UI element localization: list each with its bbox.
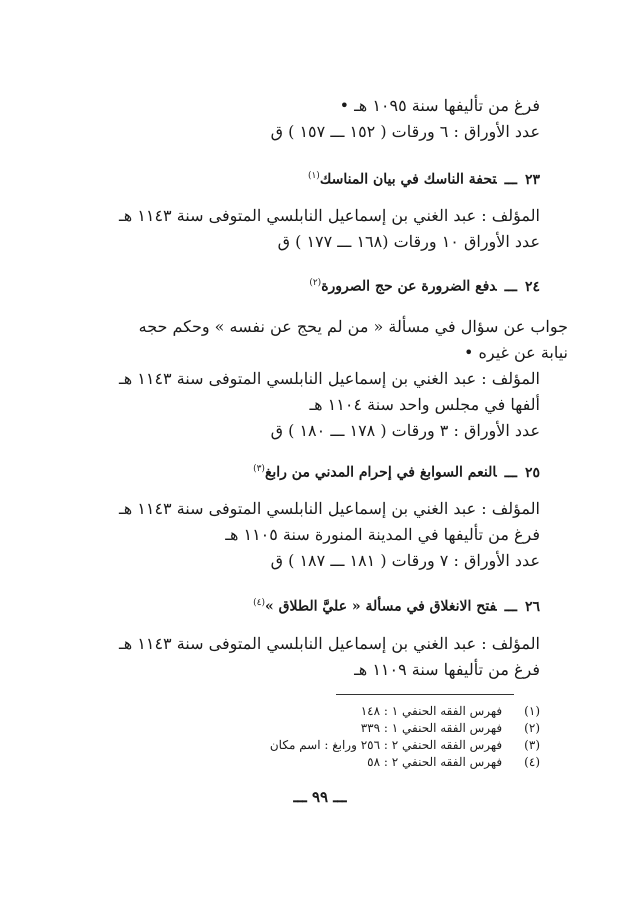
entry-line: عدد الأوراق : ٦ ورقات ( ١٥٢ ـــ ١٥٧ ) ق bbox=[270, 122, 540, 141]
entry-line: فرغ من تأليفها سنة ١٠٩٥ هـ • bbox=[339, 96, 540, 115]
entry-number: ٢٥ bbox=[524, 464, 540, 481]
footnote-ref: (٤) bbox=[253, 598, 266, 608]
entry-line: المؤلف : عبد الغني بن إسماعيل النابلسي المتوفى سنة ١١٤٣ هـ bbox=[119, 369, 540, 388]
entry-number: ٢٣ bbox=[524, 171, 540, 188]
entry-line: ألفها في مجلس واحد سنة ١١٠٤ هـ bbox=[309, 395, 540, 414]
entry-line: جواب عن سؤال في مسألة « من لم يحج عن نفسه » وحكم حجه bbox=[138, 317, 568, 336]
footnote-text: فهرس الفقه الحنفي ٢ : ٥٨ bbox=[367, 755, 503, 769]
footnote-mark: (٤) bbox=[524, 755, 540, 769]
entry-dash: ـــ bbox=[504, 171, 517, 188]
entry-line: المؤلف : عبد الغني بن إسماعيل النابلسي المتوفى سنة ١١٤٣ هـ bbox=[119, 499, 540, 518]
entry-title: تحفة الناسك في بيان المناسك bbox=[319, 171, 497, 188]
page-number: ـــ ٩٩ ـــ bbox=[293, 788, 347, 806]
entry-line: المؤلف : عبد الغني بن إسماعيل النابلسي المتوفى سنة ١١٤٣ هـ bbox=[119, 634, 540, 653]
footnote-divider bbox=[336, 694, 514, 695]
entry-dash: ـــ bbox=[504, 278, 517, 295]
entry-number: ٢٦ bbox=[524, 598, 540, 615]
entry-number: ٢٤ bbox=[524, 278, 540, 295]
footnote-ref: (١) bbox=[307, 171, 320, 181]
footnote-ref: (٣) bbox=[253, 464, 265, 474]
footnote bbox=[367, 754, 540, 770]
entry-title: دفع الضرورة عن حج الصرورة bbox=[321, 278, 497, 295]
entry-heading bbox=[253, 459, 540, 483]
footnote-text: فهرس الفقه الحنفي ٢ : ٢٥٦ ورابغ : اسم مكان bbox=[269, 738, 503, 752]
entry-line: عدد الأوراق : ٣ ورقات ( ١٧٨ ـــ ١٨٠ ) ق bbox=[270, 421, 540, 440]
entry-line: عدد الأوراق ١٠ ورقات (١٦٨ ـــ ١٧٧ ) ق bbox=[277, 232, 540, 251]
entry-heading bbox=[308, 166, 540, 190]
footnote-text: فهرس الفقه الحنفي ١ : ١٤٨ bbox=[360, 704, 503, 718]
entry-line: المؤلف : عبد الغني بن إسماعيل النابلسي المتوفى سنة ١١٤٣ هـ bbox=[119, 206, 540, 225]
footnote-mark: (٢) bbox=[524, 721, 540, 735]
footnote bbox=[270, 737, 540, 753]
entry-heading bbox=[253, 593, 540, 617]
entry-line: فرغ من تأليفها في المدينة المنورة سنة ١١٠٥ هـ bbox=[225, 525, 540, 544]
entry-title: فتح الانغلاق في مسألة « عليَّ الطلاق » bbox=[265, 598, 497, 615]
entry-dash: ـــ bbox=[504, 598, 517, 615]
footnote-mark: (١) bbox=[524, 704, 540, 718]
entry-line: فرغ من تأليفها سنة ١١٠٩ هـ bbox=[354, 660, 540, 679]
footnote bbox=[361, 703, 540, 719]
footnote-mark: (٣) bbox=[524, 738, 540, 752]
footnote-text: فهرس الفقه الحنفي ١ : ٣٣٩ bbox=[360, 721, 503, 735]
entry-line: نيابة عن غيره • bbox=[463, 343, 568, 362]
entry-line: عدد الأوراق : ٧ ورقات ( ١٨١ ـــ ١٨٧ ) ق bbox=[270, 551, 540, 570]
footnote-ref: (٢) bbox=[309, 278, 322, 288]
entry-dash: ـــ bbox=[504, 464, 517, 481]
entry-heading bbox=[309, 273, 540, 297]
footnote bbox=[361, 720, 540, 736]
entry-title: النعم السوابغ في إحرام المدني من رابغ bbox=[264, 464, 497, 481]
